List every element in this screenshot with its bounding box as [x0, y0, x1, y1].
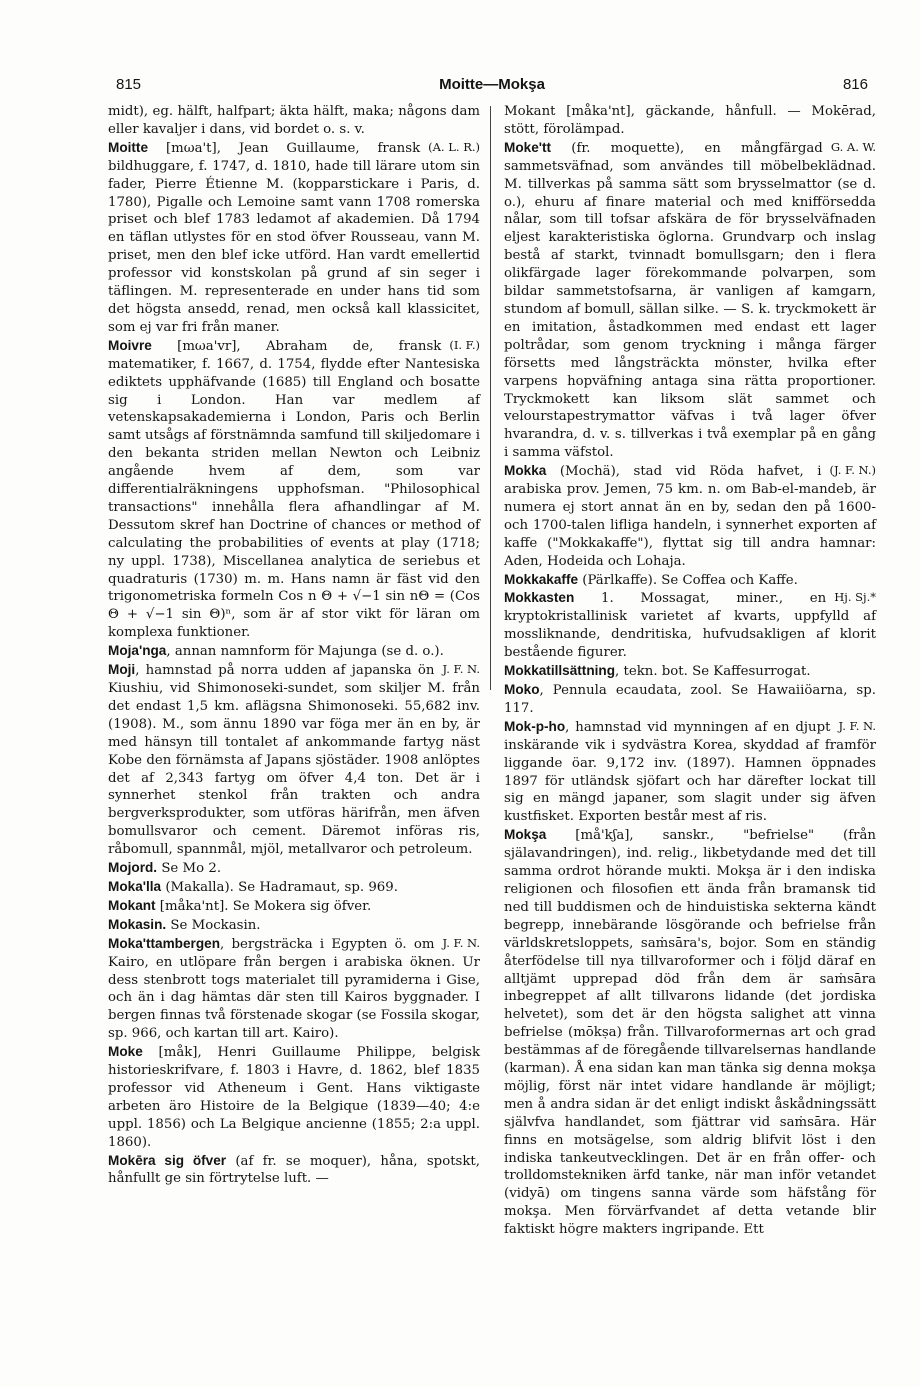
dictionary-entry: [504, 103, 876, 139]
page-header: [116, 76, 868, 96]
author-signature: J. F. N.: [442, 662, 480, 677]
author-signature: (A. L. R.): [428, 139, 480, 154]
headword: Moko: [504, 682, 540, 697]
dictionary-entry: [504, 139, 876, 462]
dictionary-entry: [108, 103, 480, 139]
entry-text: (fr. moquette), en mångfärgad sammetsväfnad, som användes till möbelbeklädnad. M. tillverkas på samma sätt som brysselmattor (se d. o.), ehuru af finare material och med knifförsedda nålar, som till tofsar afskära de för brysselväfnaden eljest karakteristiska öglorna. Grundvarp och inslag bestå af starkt, tvinnadt bomullsgarn; den i flera olikfärgade lager förekommande polvarpen, som bildar sammetstofsarna, är vanligen af kamgarn, stundom af bomull, sällan silke. — S. k. tryckmokett är en imitation, åstadkommen med endast ett lager poltrådar, som genom tryckning i många färger försetts med långsträckta mönster, hvilka efter varpens hopväfning antaga sina rätta proportioner. Tryckmokett kan liksom slät sammet och velourstapestrymattor väfvas i två lager öfver hvarandra, d. v. s. tillverkas i två exemplar på en gång i samma väfstol.: [504, 140, 876, 461]
author-signature: Hj. Sj.*: [834, 590, 876, 605]
entry-text: (Makalla). Se Hadramaut, sp. 969.: [161, 879, 398, 895]
entry-text: Se Mockasin.: [166, 917, 261, 933]
entry-text: [mωa't], Jean Guillaume, fransk bildhuggare, f. 1747, d. 1810, hade till lärare utom sin fader, Pierre Étienne M. (kopparstickare i Paris, d. 1780), Pigalle och Lemoine samt vann 1708 romerska priset och blef 1783 ledamot af akademien. Då 1794 en täflan utlystes för en stod öfver Rousseau, vann M. priset, men den blef icke utförd. Han vardt emellertid professor vid konstskolan på grund af sin seger i täflingen. M. representerade en under hans tid som det högsta ansedd, renad, men också kall klassicitet, som ej var fri från maner.: [108, 140, 480, 335]
headword: Moji: [108, 662, 136, 678]
headword: Moitte: [108, 139, 149, 155]
running-title: Moitte—Mokşa: [439, 76, 545, 93]
dictionary-entry: [108, 139, 480, 337]
headword: Mokant: [108, 897, 156, 913]
headword: Mokasin.: [108, 916, 167, 932]
headword: Mojord.: [108, 860, 158, 876]
dictionary-entry: [504, 589, 876, 662]
author-signature: (I. F.): [449, 337, 480, 352]
entry-text: , hamnstad vid mynningen af en djupt inskärande vik i sydvästra Korea, skyddad af framför liggande öar. 9,172 inv. (1897). Hamnen öppnades 1897 för utländsk sjöfart och har därefter lockat till sig en mängd japaner, som slagit under sig äfven kustfisket. Exporten består mest af ris.: [504, 719, 876, 825]
entry-text: Se Mo 2.: [157, 861, 222, 877]
entry-text: [må'kʃa], sanskr., "befrielse" (från själavandringen), ind. relig., likbetydande med det till samma ordrot hörande mukti. Mokşa är i den indiska religionen och filosofien ett ända från bramansk tid ned till buddismen och de hinduistiska sekterna kändt begrepp, innebärande lösgörande och befrielse från världskretsloppets, saṁsāra's, bojor. Som en ständig återfödelse till nya tillvaroformer och i följd däraf en alltjämt upprepad död från dem är saṁsāra inbegreppet af allt tillvarons lidande (det jordiska helvetet), som det är den högsta salighet att vinna befrielse (mōkṣa) från. Tillvaroformernas art och grad bestämmas af de föregående tillvarelsernas handlande (karman). Å ena sidan kan man tänka sig denna mokşa möjlig, först när intet vidare handlande är möjligt; men å andra sidan är det enligt indiskt åskådningssätt självfva handlandet, som fjättrar vid saṁsāra. Här finns en motsägelse, som aldrig blifvit löst i den indiska tankeutvecklingen. Det är en från offer- och trolldomstekniken ärfd tanke, när man inför vetandet (vidyā) om tingens sanna värde som häfstång för mokşa. Men förvärfvandet af detta vetande blir faktiskt högre makters ingripande. Ett: [504, 828, 876, 1238]
entry-text: (Mochä), stad vid Röda hafvet, i arabiska prov. Jemen, 75 km. n. om Bab-el-mandeb, är numera ej stort annat än en by, sedan den på 1600- och 1700-talen lifliga handeln, i synnerhet exporten af kaffe ("Mokkakaffe"), flyttat sig till andra hamnar: Aden, Hodeida och Lohaja.: [504, 464, 876, 569]
entry-text: , annan namnform för Majunga (se d. o.).: [166, 644, 444, 660]
dictionary-entry: [108, 337, 480, 642]
right-column: [504, 103, 876, 1239]
dictionary-entry: [108, 935, 480, 1043]
entry-text: Mokant [måka'nt], gäckande, hånfull. — Mokērad, stött, förolämpad.: [504, 104, 876, 137]
headword: Moka'ttambergen: [108, 935, 221, 951]
dictionary-entry: [108, 859, 480, 878]
entry-text: , bergsträcka i Egypten ö. om Kairo, en utlöpare från bergen i arabiska öknen. Ur dess stenbrott togs materialet till pyramiderna i Gise, och än i dag hämtas där sten till Kairos byggnader. I bergen finnas två förstenade skogar (se Fossila skogar, sp. 966, och kartan till art. Kairo).: [108, 936, 480, 1042]
left-column: [108, 103, 480, 1188]
headword: Mokkatillsättning: [504, 663, 616, 679]
entry-text: , tekn. bot. Se Kaffesurrogat.: [615, 664, 811, 680]
dictionary-entry: [504, 718, 876, 826]
headword: Moke: [108, 1044, 143, 1060]
entry-text: 1. Mossagat, miner., en kryptokristallinisk varietet af kvarts, uppfylld af mossliknande, dendritiska, hufvudsakligen af klorit bestående figurer.: [504, 591, 876, 661]
column-divider: [490, 106, 491, 690]
page-number-right: 816: [842, 76, 868, 93]
dictionary-entry: [108, 642, 480, 661]
author-signature: J. F. N.: [838, 718, 876, 733]
dictionary-entry: [108, 1043, 480, 1151]
headword: Mokkakaffe: [504, 571, 579, 587]
headword: Moka'lla: [108, 878, 162, 894]
headword: Mok-p-ho: [504, 718, 566, 734]
dictionary-entry: [108, 878, 480, 897]
dictionary-entry: [108, 916, 480, 935]
headword: Moke'tt: [504, 139, 552, 155]
author-signature: J. F. N.: [442, 935, 480, 950]
author-signature: (J. F. N.): [829, 463, 876, 478]
entry-text: , Pennula ecaudata, zool. Se Hawaiiöarna, sp. 117.: [504, 683, 876, 716]
entry-text: (af fr. se moquer), håna, spotskt, hånfullt ge sin förtrytelse luft. —: [108, 1153, 480, 1187]
entry-text: midt), eg. hälft, halfpart; äkta hälft, maka; någons dam eller kavaljer i dans, vid bordet o. s. v.: [108, 104, 480, 137]
headword: Moja'nga: [108, 643, 167, 659]
entry-text: (Pärlkaffe). Se Coffea och Kaffe.: [578, 572, 798, 588]
entry-text: [mωa'vr], Abraham de, fransk matematiker, f. 1667, d. 1754, flydde efter Nantesiska ediktets upphäfvande (1685) till England och bosatte sig i London. Han var medlem af vetenskapsakademierna i London, Paris och Berlin samt utsågs af förstnämnda samfund till skiljedomare i den bekanta striden mellan Newton och Leibniz angående hvem af dem, som var differentialräkningens upphofsman. "Philosophical transactions" innehålla flera afhandlingar af M. Dessutom skref han Doctrine of chances or method of calculating the probabilities of events at play (1718; ny uppl. 1738), Miscellanea analytica de seriebus et quadraturis (1730) m. m. Hans namn är fäst vid den trigonometriska formeln Cos n Θ + √−1 sin nΘ = (Cos Θ + √−1 sin Θ)ⁿ, som är af stor vikt för läran om komplexa funktioner.: [108, 338, 480, 641]
dictionary-entry: [504, 662, 876, 681]
dictionary-entry: [504, 681, 876, 718]
dictionary-entry: [504, 462, 876, 570]
dictionary-entry: [108, 897, 480, 916]
headword: Moivre: [108, 337, 152, 353]
dictionary-entry: [504, 826, 876, 1239]
entry-text: [måka'nt]. Se Mokera sig öfver.: [155, 898, 372, 914]
entry-text: , hamnstad på norra udden af japanska ön Kiushiu, vid Shimonoseki-sundet, som skiljer M. från det endast 1,5 km. aflägsna Shimonoseki. 55,682 inv. (1908). M., som ännu 1890 var föga mer än en by, är med hänsyn till tontalet af ankommande fartyg näst Kobe den förnämsta af Japans sjöstäder. 1908 anlöptes det af 2,343 fartyg om öfver 4,4 ton. Det är i synnerhet stenkol från trakten och andra bergverksprodukter, som utföras härifrån, men äfven bomullsvaror och cement. Däremot införas ris, råbomull, spannmål, mjöl, metallvaror och petroleum.: [108, 663, 480, 858]
dictionary-entry: [504, 571, 876, 590]
dictionary-entry: [108, 1152, 480, 1189]
author-signature: G. A. W.: [830, 139, 876, 154]
headword: Mokka: [504, 463, 547, 479]
headword: Mokēra sig öfver: [108, 1152, 227, 1168]
dictionary-entry: [108, 661, 480, 859]
headword: Mokşa: [504, 827, 547, 843]
headword: Mokkasten: [504, 590, 575, 606]
page-number-left: 815: [116, 76, 142, 93]
entry-text: [måk], Henri Guillaume Philippe, belgisk historieskrifvare, f. 1803 i Havre, d. 1862, blef 1835 professor vid Atheneum i Gent. Hans viktigaste arbeten äro Histoire de la Belgique (1839—40; 4:e uppl. 1856) och La Belgique ancienne (1855; 2:a uppl. 1860).: [108, 1045, 480, 1150]
